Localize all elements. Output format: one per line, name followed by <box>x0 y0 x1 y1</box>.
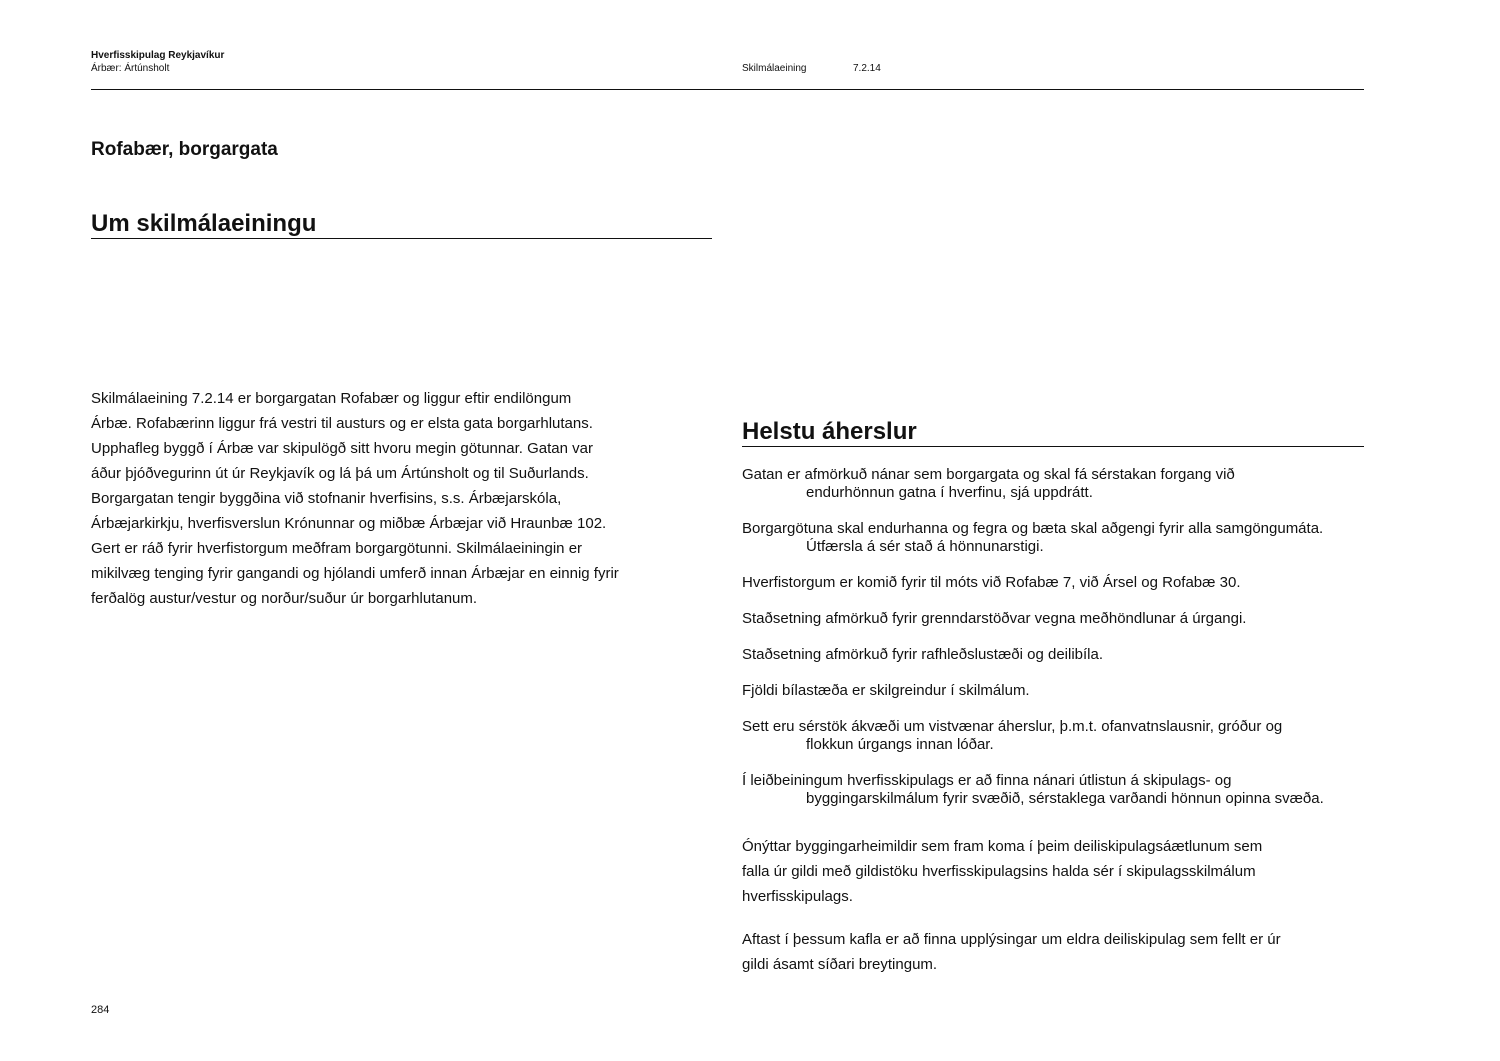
highlight-item <box>742 718 1372 754</box>
highlight-continuation: endurhönnun gatna í hverfinu, sjá uppdrátt. <box>806 484 1093 501</box>
page-number: 284 <box>91 1004 110 1016</box>
paragraph-line: hverfisskipulags. <box>742 888 853 905</box>
highlight-item <box>742 520 1372 556</box>
paragraph-line: gildi ásamt síðari breytingum. <box>742 956 938 973</box>
building-rights-paragraph <box>742 834 1372 909</box>
about-line: Upphafleg byggð í Árbæ var skipulögð sitt hvoru megin götunnar. Gatan var <box>91 440 593 457</box>
highlight-item <box>742 772 1372 808</box>
about-line: Skilmálaeining 7.2.14 er borgargatan Rofabær og liggur eftir endilöngum <box>91 390 572 407</box>
highlight-continuation: byggingarskilmálum fyrir svæðið, sérstaklega varðandi hönnun opinna svæða. <box>806 790 1324 807</box>
highlight-continuation: flokkun úrgangs innan lóðar. <box>806 736 994 753</box>
highlights-heading: Helstu áherslur <box>742 418 1364 447</box>
highlight-text: Fjöldi bílastæða er skilgreindur í skilmálum. <box>742 682 1030 699</box>
header-district: Árbær: Ártúnsholt <box>91 63 170 74</box>
header-organization: Hverfisskipulag Reykjavíkur <box>91 50 225 61</box>
highlight-continuation: Útfærsla á sér stað á hönnunarstigi. <box>806 538 1044 555</box>
about-line: mikilvæg tenging fyrir gangandi og hjólandi umferð innan Árbæjar en einnig fyrir <box>91 565 619 582</box>
paragraph-line: Aftast í þessum kafla er að finna upplýsingar um eldra deiliskipulag sem fellt er úr <box>742 931 1281 948</box>
highlight-text: Borgargötuna skal endurhanna og fegra og bæta skal aðgengi fyrir alla samgöngumáta. <box>742 520 1324 537</box>
about-line: Gert er ráð fyrir hverfistorgum meðfram borgargötunni. Skilmálaeiningin er <box>91 540 583 557</box>
highlight-item <box>742 646 1372 664</box>
highlight-item <box>742 682 1372 700</box>
paragraph-line: falla úr gildi með gildistöku hverfisskipulagsins halda sér í skipulagsskilmálum <box>742 863 1256 880</box>
about-line: áður þjóðvegurinn út úr Reykjavík og lá þá um Ártúnsholt og til Suðurlands. <box>91 465 589 482</box>
about-line: Árbæ. Rofabærinn liggur frá vestri til austurs og er elsta gata borgarhlutans. <box>91 415 593 432</box>
highlight-item <box>742 574 1372 592</box>
header-unit-code: 7.2.14 <box>853 63 881 74</box>
highlight-item <box>742 610 1372 628</box>
unit-title: Rofabær, borgargata <box>91 139 278 160</box>
highlights-list <box>742 466 1372 826</box>
about-paragraph <box>91 386 691 611</box>
highlight-text: Gatan er afmörkuð nánar sem borgargata og skal fá sérstakan forgang við <box>742 466 1235 483</box>
about-line: Árbæjarkirkju, hverfisverslun Krónunnar og miðbæ Árbæjar við Hraunbæ 102. <box>91 515 607 532</box>
about-line: ferðalög austur/vestur og norður/suður úr borgarhlutanum. <box>91 590 478 607</box>
header-divider <box>91 89 1364 90</box>
highlight-item <box>742 466 1372 502</box>
paragraph-line: Ónýttar byggingarheimildir sem fram koma í þeim deiliskipulagsáætlunum sem <box>742 838 1263 855</box>
highlight-text: Staðsetning afmörkuð fyrir rafhleðslustæði og deilibíla. <box>742 646 1104 663</box>
highlight-text: Hverfistorgum er komið fyrir til móts við Rofabæ 7, við Ársel og Rofabæ 30. <box>742 574 1241 591</box>
about-line: Borgargatan tengir byggðina við stofnanir hverfisins, s.s. Árbæjarskóla, <box>91 490 562 507</box>
about-heading: Um skilmálaeiningu <box>91 210 712 239</box>
header-section-label: Skilmálaeining <box>742 63 807 74</box>
highlight-text: Sett eru sérstök ákvæði um vistvænar áherslur, þ.m.t. ofanvatnslausnir, gróður og <box>742 718 1283 735</box>
highlight-text: Í leiðbeiningum hverfisskipulags er að finna nánari útlistun á skipulags- og <box>742 772 1232 789</box>
highlight-text: Staðsetning afmörkuð fyrir grenndarstöðvar vegna meðhöndlunar á úrgangi. <box>742 610 1247 627</box>
older-plans-paragraph <box>742 927 1372 977</box>
